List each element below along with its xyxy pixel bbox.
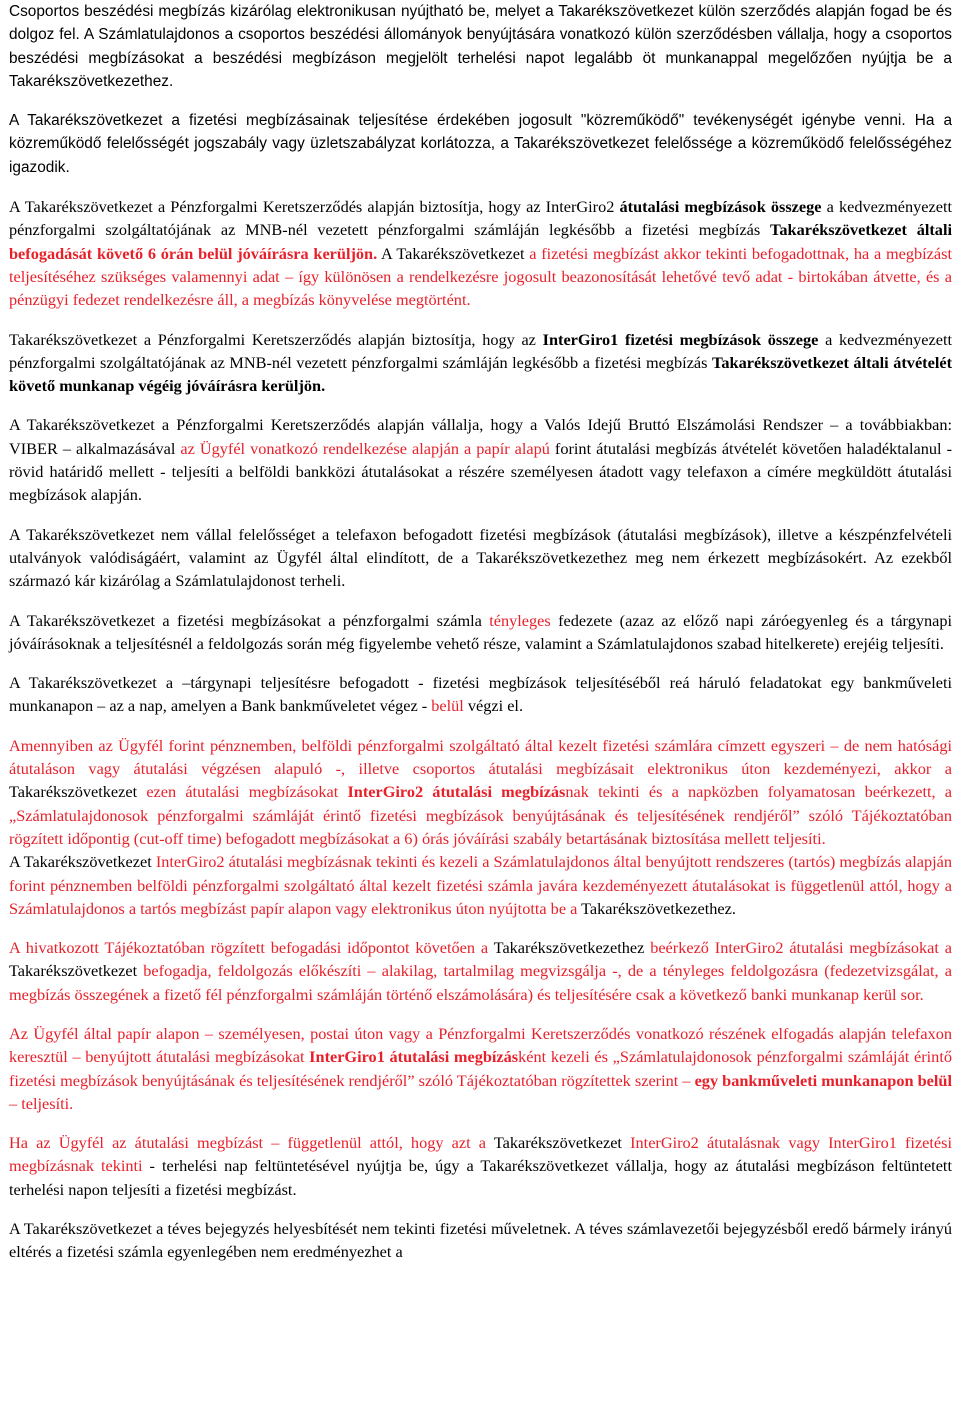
paragraph-7: [9, 609, 952, 656]
highlighted-text-run: InterGiro2 átutalási megbízásnak tekinti és kezeli a Számlatulajdonos által benyújtott rendszeres (tartós) megbízás alapján forint pénznemben belföldi pénzforgalmi szolgáltató által kezelt fizetési számla javára kezdeményezett átutalásokat is függetlenül attól, hogy a Számlatulajdonos a tartós megbízást papír alapon vagy elektronikus úton nyújtotta be a: [9, 852, 952, 918]
text-run: Takarékszövetkezet: [485, 1133, 631, 1153]
text-run: a kedvezményezett pénzforgalmi szolgáltatójának az MNB-nél vezetett pénzforgalmi számláján legkésőbb a fizetési megbízás: [9, 329, 952, 372]
text-run: - terhelési nap feltüntetésével nyújtja be, úgy a Takarékszövetkezet vállalja, hogy az átutalási megbízáson feltüntetett terhelési napon teljesíti a fizetési megbízást.: [9, 1156, 952, 1199]
highlighted-text-run: befogadását követő 6 órán belül jóváírásra kerüljön.: [9, 243, 378, 263]
text-run: végzi el.: [463, 696, 524, 716]
highlighted-text-run: befogadja, feldolgozás előkészíti – alakilag, tartalmilag megvizsgálja -, de a tényleges feldolgozásra (fedezetvizsgálat, a megbízás összegének a fizető fél pénzforgalmi számláján történő elszámolására) és teljesítésére csak a következő banki munkanap kerül sor.: [9, 961, 952, 1004]
paragraph-8: [9, 671, 952, 718]
text-run: átutalási megbízások összege: [619, 197, 822, 217]
highlighted-text-run: egy bankműveleti munkanapon belül: [694, 1070, 952, 1090]
highlighted-text-run: ként kezeli és „Számlatulajdonosok pénzforgalmi számláját érintő fizetési megbízások benyújtásának és teljesítésének rendjéről” szóló Tájékoztatóban rögzítettek szerint –: [9, 1047, 952, 1090]
text-run: A Takarékszövetkezet: [377, 243, 530, 263]
text-run: Takarékszövetkezet a Pénzforgalmi Keretszerződés alapján biztosítja, hogy az: [9, 329, 543, 349]
text-run: Takarékszövetkezet általi: [770, 220, 952, 240]
paragraph-13: [9, 1131, 952, 1201]
highlighted-text-run: InterGiro1 átutalási megbízás: [309, 1047, 519, 1067]
text-run: Takarékszövetkezet: [9, 961, 144, 981]
text-run: A Takarékszövetkezet a Pénzforgalmi Keretszerződés alapján vállalja, hogy a Valós Idejű Bruttó Elszámolási Rendszer – a továbbiakban: VIBER – alkalmazásával: [9, 415, 952, 458]
highlighted-text-run: nak tekinti és a napközben folyamatosan beérkezett, a „Számlatulajdonosok pénzforgalmi számláját érintő fizetési megbízások benyújtásának és teljesítésének rendjéről” szóló Tájékoztatóban rögzített időpontig (cut-off time) befogadott megbízásokat a 6) órás jóváírási szabály betartásának biztosítása mellett teljesíti.: [9, 782, 952, 848]
text-run: Csoportos beszédési megbízás kizárólag elektronikusan nyújtható be, melyet a Takarékszövetkezet külön szerződés alapján fogad be és dolgoz fel. A Számlatulajdonos a csoportos beszédési állományok benyújtására vonatkozó külön szerződésben vállalja, hogy a csoportos beszédési megbízásokat a beszédési megbízáson megjelölt terhelési napot legalább öt munkanappal megelőzően nyújtja be a Takarékszövetkezethez.: [9, 3, 952, 90]
text-run: a kedvezményezett pénzforgalmi szolgáltatójának az MNB-nél vezetett pénzforgalmi számláján legkésőbb a fizetési megbízás: [9, 197, 952, 240]
paragraph-11: [9, 936, 952, 1006]
text-run: Takarékszövetkezet általi átvételét követő munkanap végéig jóváírásra kerüljön.: [9, 352, 952, 396]
text-run: A Takarékszövetkezet nem vállal felelősséget a telefaxon befogadott fizetési megbízások (átutalási megbízások), illetve a készpénzfelvételi utalványok valódiságáért, valamint az Ügyfél által elindított, de a Takarékszövetkezethez meg nem érkezett megbízásokért. Az ezekből származó kár kizárólag a Számlatulajdonost terheli.: [9, 524, 952, 591]
highlighted-text-run: ezen átutalási megbízásokat: [137, 782, 348, 802]
text-run: A Takarékszövetkezet a Pénzforgalmi Keretszerződés alapján biztosítja, hogy az InterGiro2: [9, 197, 620, 217]
highlighted-text-run: Amennyiben az Ügyfél forint pénznemben, belföldi pénzforgalmi szolgáltató által kezelt fizetési számlára címzett egyszeri – de nem hatósági átutaláson vagy átutalási végzésen alapuló -, illetve csoportos átutalási megbízásait elektronikus úton kezdeményezi, akkor a: [9, 735, 952, 779]
paragraph-14: [9, 1217, 952, 1264]
text-run: forint átutalási megbízás átvételét követően haladéktalanul - rövid határidő mellett - teljesíti a belföldi bankközi átutalásokat a részére személyesen átadott vagy telefaxon a címére megküldött átutalási megbízások alapján.: [9, 438, 952, 505]
paragraph-3: [9, 195, 952, 311]
text-run: A Takarékszövetkezet a fizetési megbízásainak teljesítése érdekében jogosult "közreműködő" tevékenységét igénybe venni.: [9, 112, 915, 130]
paragraph-6: [9, 523, 952, 593]
highlighted-text-run: InterGiro2 átutalási megbízás: [347, 782, 566, 802]
text-run: Ha a közreműködő felelősségét jogszabály vagy üzletszabályzat korlátozza, a Takarékszövetkezet felelőssége a közreműködő felelősségéhez igazodik.: [9, 112, 953, 176]
highlighted-text-run: belül: [431, 696, 464, 716]
highlighted-text-run: a fizetési megbízást akkor tekinti befogadottnak, ha a megbízást teljesítéséhez szükséges valamennyi adat – így különösen a rendelkezésre jogosult beazonosítását lehetővé tevő adat - birtokában átvette, és a pénzügyi fedezet rendelkezésre áll, a megbízás könyvelése megtörtént.: [9, 243, 952, 310]
highlighted-text-run: beérkező InterGiro2 átutalási megbízásokat a: [650, 938, 952, 958]
highlighted-text-run: A hivatkozott Tájékoztatóban rögzített befogadási időpontot követően a: [9, 938, 489, 958]
text-run: A Takarékszövetkezet a –tárgynapi teljesítésre befogadott - fizetési megbízások teljesítéséből reá háruló feladatokat egy bankműveleti munkanapon – az a nap, amelyen a Bank bankműveletet végez -: [9, 673, 952, 716]
highlighted-text-run: Ha az Ügyfél az átutalási megbízást – függetlenül attól, hogy azt a: [9, 1133, 486, 1153]
paragraph-2: [9, 109, 952, 179]
text-run: fedezete (azaz az előző napi záróegyenleg és a tárgynapi jóváírásoknak a teljesítésnél a feldolgozás során még figyelembe vehető része, valamint a Számlatulajdonos szabad hitelkerete) erejéig teljesíti.: [9, 610, 953, 653]
paragraph-1: [9, 0, 952, 93]
paragraph-9: [9, 734, 952, 850]
paragraph-10: [9, 850, 952, 920]
highlighted-text-run: tényleges: [489, 610, 551, 630]
paragraph-12: [9, 1022, 952, 1115]
paragraph-5: [9, 413, 952, 506]
text-run: A Takarékszövetkezet a fizetési megbízásokat a pénzforgalmi számla: [9, 610, 490, 630]
text-run: Takarékszövetkezethez.: [577, 898, 736, 918]
text-run: InterGiro1 fizetési megbízások összege: [542, 329, 819, 349]
text-run: Takarékszövetkezet: [9, 782, 138, 802]
text-run: A Takarékszövetkezet a téves bejegyzés helyesbítését nem tekinti fizetési műveletnek. A téves számlavezetői bejegyzésből eredő bármely irányú eltérés a fizetési számla egyenlegében nem eredményezhet a: [9, 1219, 952, 1262]
highlighted-text-run: – teljesíti.: [9, 1093, 74, 1113]
highlighted-text-run: Az Ügyfél által papír alapon – személyesen, postai úton vagy a Pénzforgalmi Keretszerződés vonatkozó részének elfogadás alapján telefaxon keresztül – benyújtott átutalási megbízásokat: [9, 1023, 952, 1067]
paragraph-4: [9, 328, 952, 398]
highlighted-text-run: InterGiro2 átutalásnak vagy InterGiro1 fizetési megbízásnak tekinti: [9, 1133, 952, 1176]
highlighted-text-run: az Ügyfél vonatkozó rendelkezése alapján a papír alapú: [180, 438, 550, 458]
text-run: Takarékszövetkezethez: [488, 938, 651, 958]
text-run: A Takarékszövetkezet: [9, 852, 156, 872]
document-body: [9, 0, 952, 1264]
